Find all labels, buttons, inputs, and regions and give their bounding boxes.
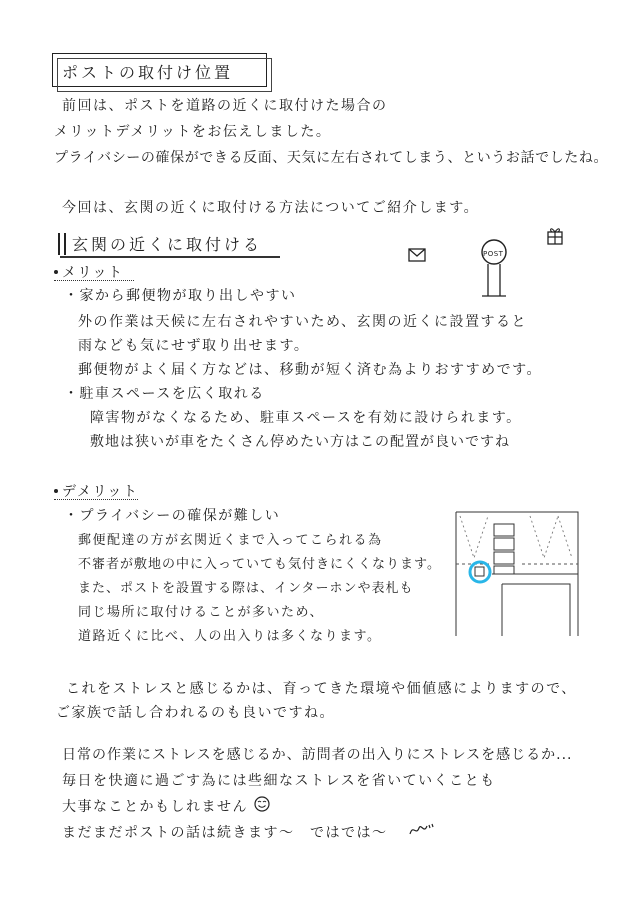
demerit-item-1-line: 不審者が敷地の中に入っていても気付きにくくなります。 — [78, 557, 441, 572]
gift-icon — [546, 224, 564, 248]
demerit-item-1-title: ・プライバシーの確保が難しい — [64, 508, 281, 524]
section-heading-bars — [58, 233, 68, 255]
intro-line-2: メリットデメリットをお伝えしました。 — [54, 124, 332, 140]
closing2-line: 毎日を快適に過ごす為には些細なストレスを省いていくことも — [62, 773, 496, 789]
closing1-line: これをストレスと感じるかは、育ってきた環境や価値感によりますので、 — [66, 681, 577, 697]
sign-off: まだまだポストの話は続きます～ ではでは～ — [62, 825, 388, 841]
merit-underline — [54, 280, 134, 281]
merit-item-1-line: 郵便物がよく届く方などは、移動が短く済む為よりおすすめです。 — [78, 362, 543, 378]
closing2-line: 大事なことかもしれません — [62, 799, 248, 815]
demerit-heading: デメリット — [62, 484, 139, 500]
post-sign-label: POST — [483, 250, 504, 258]
section-heading-underline — [60, 256, 280, 258]
post-box-icon — [472, 238, 512, 300]
doodle-squiggle-icon — [408, 822, 434, 838]
merit-item-1-title: ・家から郵便物が取り出しやすい — [64, 288, 297, 304]
demerit-item-1-line: 道路近くに比べ、人の出入りは多くなります。 — [78, 629, 382, 644]
smiley-icon — [254, 796, 272, 814]
entrance-plan-sketch — [452, 510, 582, 638]
demerit-item-1-line: 郵便配達の方が玄関近くまで入ってこられる為 — [78, 533, 383, 548]
page-title: ポストの取付け位置 — [62, 63, 234, 82]
merit-item-2-line: 障害物がなくなるため、駐車スペースを有効に設けられます。 — [90, 410, 522, 426]
merit-heading: メリット — [62, 265, 124, 281]
envelope-icon — [408, 248, 428, 264]
intro-line-1: 前回は、ポストを道路の近くに取付けた場合の — [62, 98, 388, 114]
intro-line-3: プライバシーの確保ができる反面、天気に左右されてしまう、というお話でしたね。 — [54, 150, 609, 166]
merit-item-2-title: ・駐車スペースを広く取れる — [64, 386, 265, 402]
demerit-underline — [54, 499, 138, 500]
demerit-item-1-line: また、ポストを設置する際は、インターホンや表札も — [78, 581, 414, 596]
demerit-item-1-line: 同じ場所に取付けることが多いため、 — [78, 605, 324, 620]
merit-item-1-line: 外の作業は天候に左右されやすいため、玄関の近くに設置すると — [78, 314, 527, 330]
merit-bullet — [54, 270, 58, 274]
closing2-line: 日常の作業にストレスを感じるか、訪問者の出入りにストレスを感じるか... — [62, 747, 573, 763]
demerit-bullet — [54, 489, 58, 493]
section-heading: 玄関の近くに取付ける — [72, 235, 263, 254]
merit-item-2-line: 敷地は狭いが車をたくさん停めたい方はこの配置が良いですね — [90, 434, 510, 450]
closing1-line: ご家族で話し合われるのも良いですね。 — [56, 705, 335, 721]
merit-item-1-line: 雨なども気にせず取り出せます。 — [78, 338, 310, 354]
intro2-line: 今回は、玄関の近くに取付ける方法についてご紹介します。 — [62, 200, 480, 216]
